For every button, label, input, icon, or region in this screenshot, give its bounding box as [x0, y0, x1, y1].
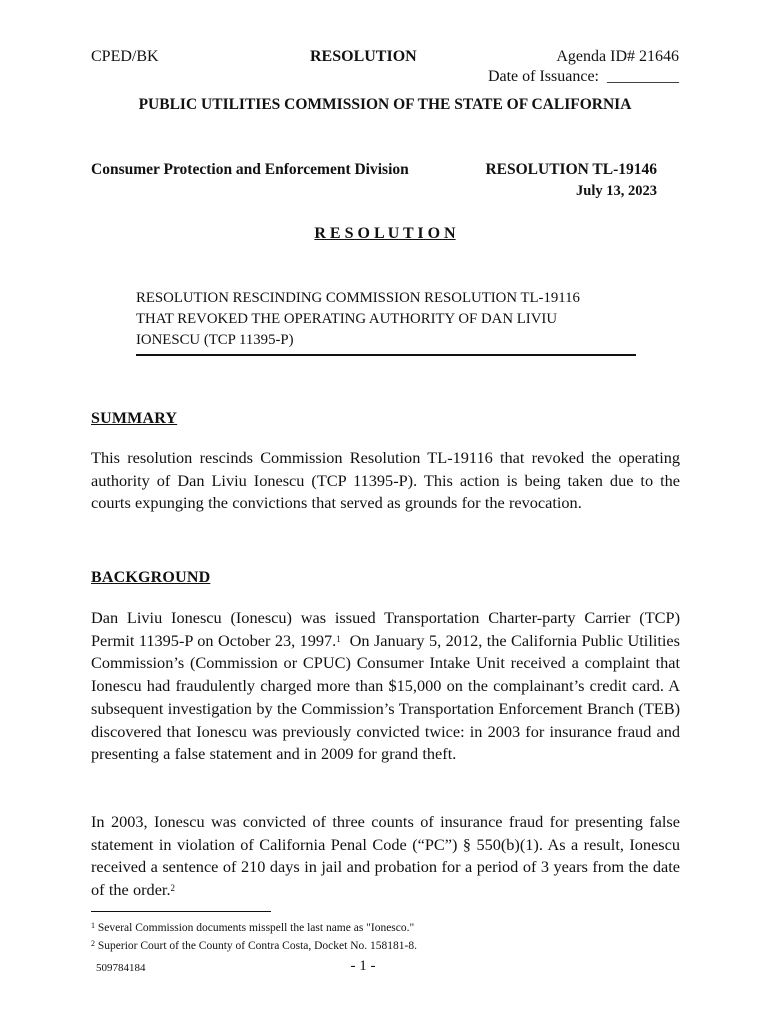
footnote-2-text: Superior Court of the County of Contra Costa, Docket No. 158181-8. [97, 940, 417, 952]
header-left-code: CPED/BK [91, 48, 159, 65]
background-p2-part1: In 2003, Ionescu was convicted of three counts of insurance fraud for presenting false statement in violation of California Penal Code (“PC”) § 550(b)(1). As a result, Ionescu received a sentence of 210 days in jail and probation for a period of 3 years from the date of the order. [91, 812, 680, 900]
footnote-1-number: 1 [91, 921, 95, 930]
subject-block [136, 288, 636, 356]
document-id: 509784184 [96, 962, 146, 974]
footnote-1-text: Several Commission documents misspell the last name as "Ionesco." [97, 922, 415, 934]
subject-line-3: IONESCU (TCP 11395-P) [136, 332, 294, 348]
summary-paragraph: This resolution rescinds Commission Resolution TL-19116 that revoked the operating authority of Dan Liviu Ionescu (TCP 11395-P). This action is being taken due to the courts expunging the convictions that served as grounds for the revocation. [91, 448, 680, 513]
footnote-ref-2[interactable]: 2 [170, 883, 176, 894]
header-title: RESOLUTION [310, 48, 417, 65]
commission-name: PUBLIC UTILITIES COMMISSION OF THE STATE OF CALIFORNIA [138, 96, 632, 113]
background-p1-part1: Dan Liviu Ionescu (Ionescu) was issued Transportation Charter-party Carrier (TCP) Permit 11395-P on October 23, 1997. [91, 608, 680, 650]
page-number: - 1 - [350, 958, 376, 974]
footnote-2-number: 2 [91, 939, 95, 948]
summary-heading: SUMMARY [91, 410, 178, 427]
footnote-ref-1[interactable]: 1 [336, 633, 341, 644]
background-heading: BACKGROUND [91, 569, 211, 586]
summary-text [91, 447, 680, 515]
resolution-heading: R E S O L U T I O N [314, 225, 456, 242]
division-name: Consumer Protection and Enforcement Division [91, 161, 409, 178]
agenda-id: Agenda ID# 21646 [556, 48, 679, 65]
background-p1-part2: On January 5, 2012, the California Public Utilities Commission’s (Commission or CPUC) Consumer Intake Unit received a complaint that Ionescu had fraudulently charged more than $15,000 on the complainant’s credit card. A subsequent investigation by the Commission’s Transportation Enforcement Branch (TEB) discovered that Ionescu was previously convicted twice: in 2003 for insurance fraud and presenting a false statement and in 2009 for grand theft. [91, 630, 685, 764]
background-paragraph-1 [91, 607, 685, 766]
footnote-separator [91, 911, 271, 912]
resolution-number: RESOLUTION TL-19146 [485, 161, 657, 178]
footnote-2 [91, 940, 417, 952]
footnote-1 [91, 922, 414, 934]
subject-line-2: THAT REVOKED THE OPERATING AUTHORITY OF DAN LIVIU [136, 311, 558, 327]
resolution-date: July 13, 2023 [576, 183, 657, 199]
background-paragraph-2 [91, 811, 680, 902]
date-of-issuance: Date of Issuance: _________ [487, 68, 679, 85]
subject-line-1: RESOLUTION RESCINDING COMMISSION RESOLUTION TL-19116 [136, 290, 580, 306]
